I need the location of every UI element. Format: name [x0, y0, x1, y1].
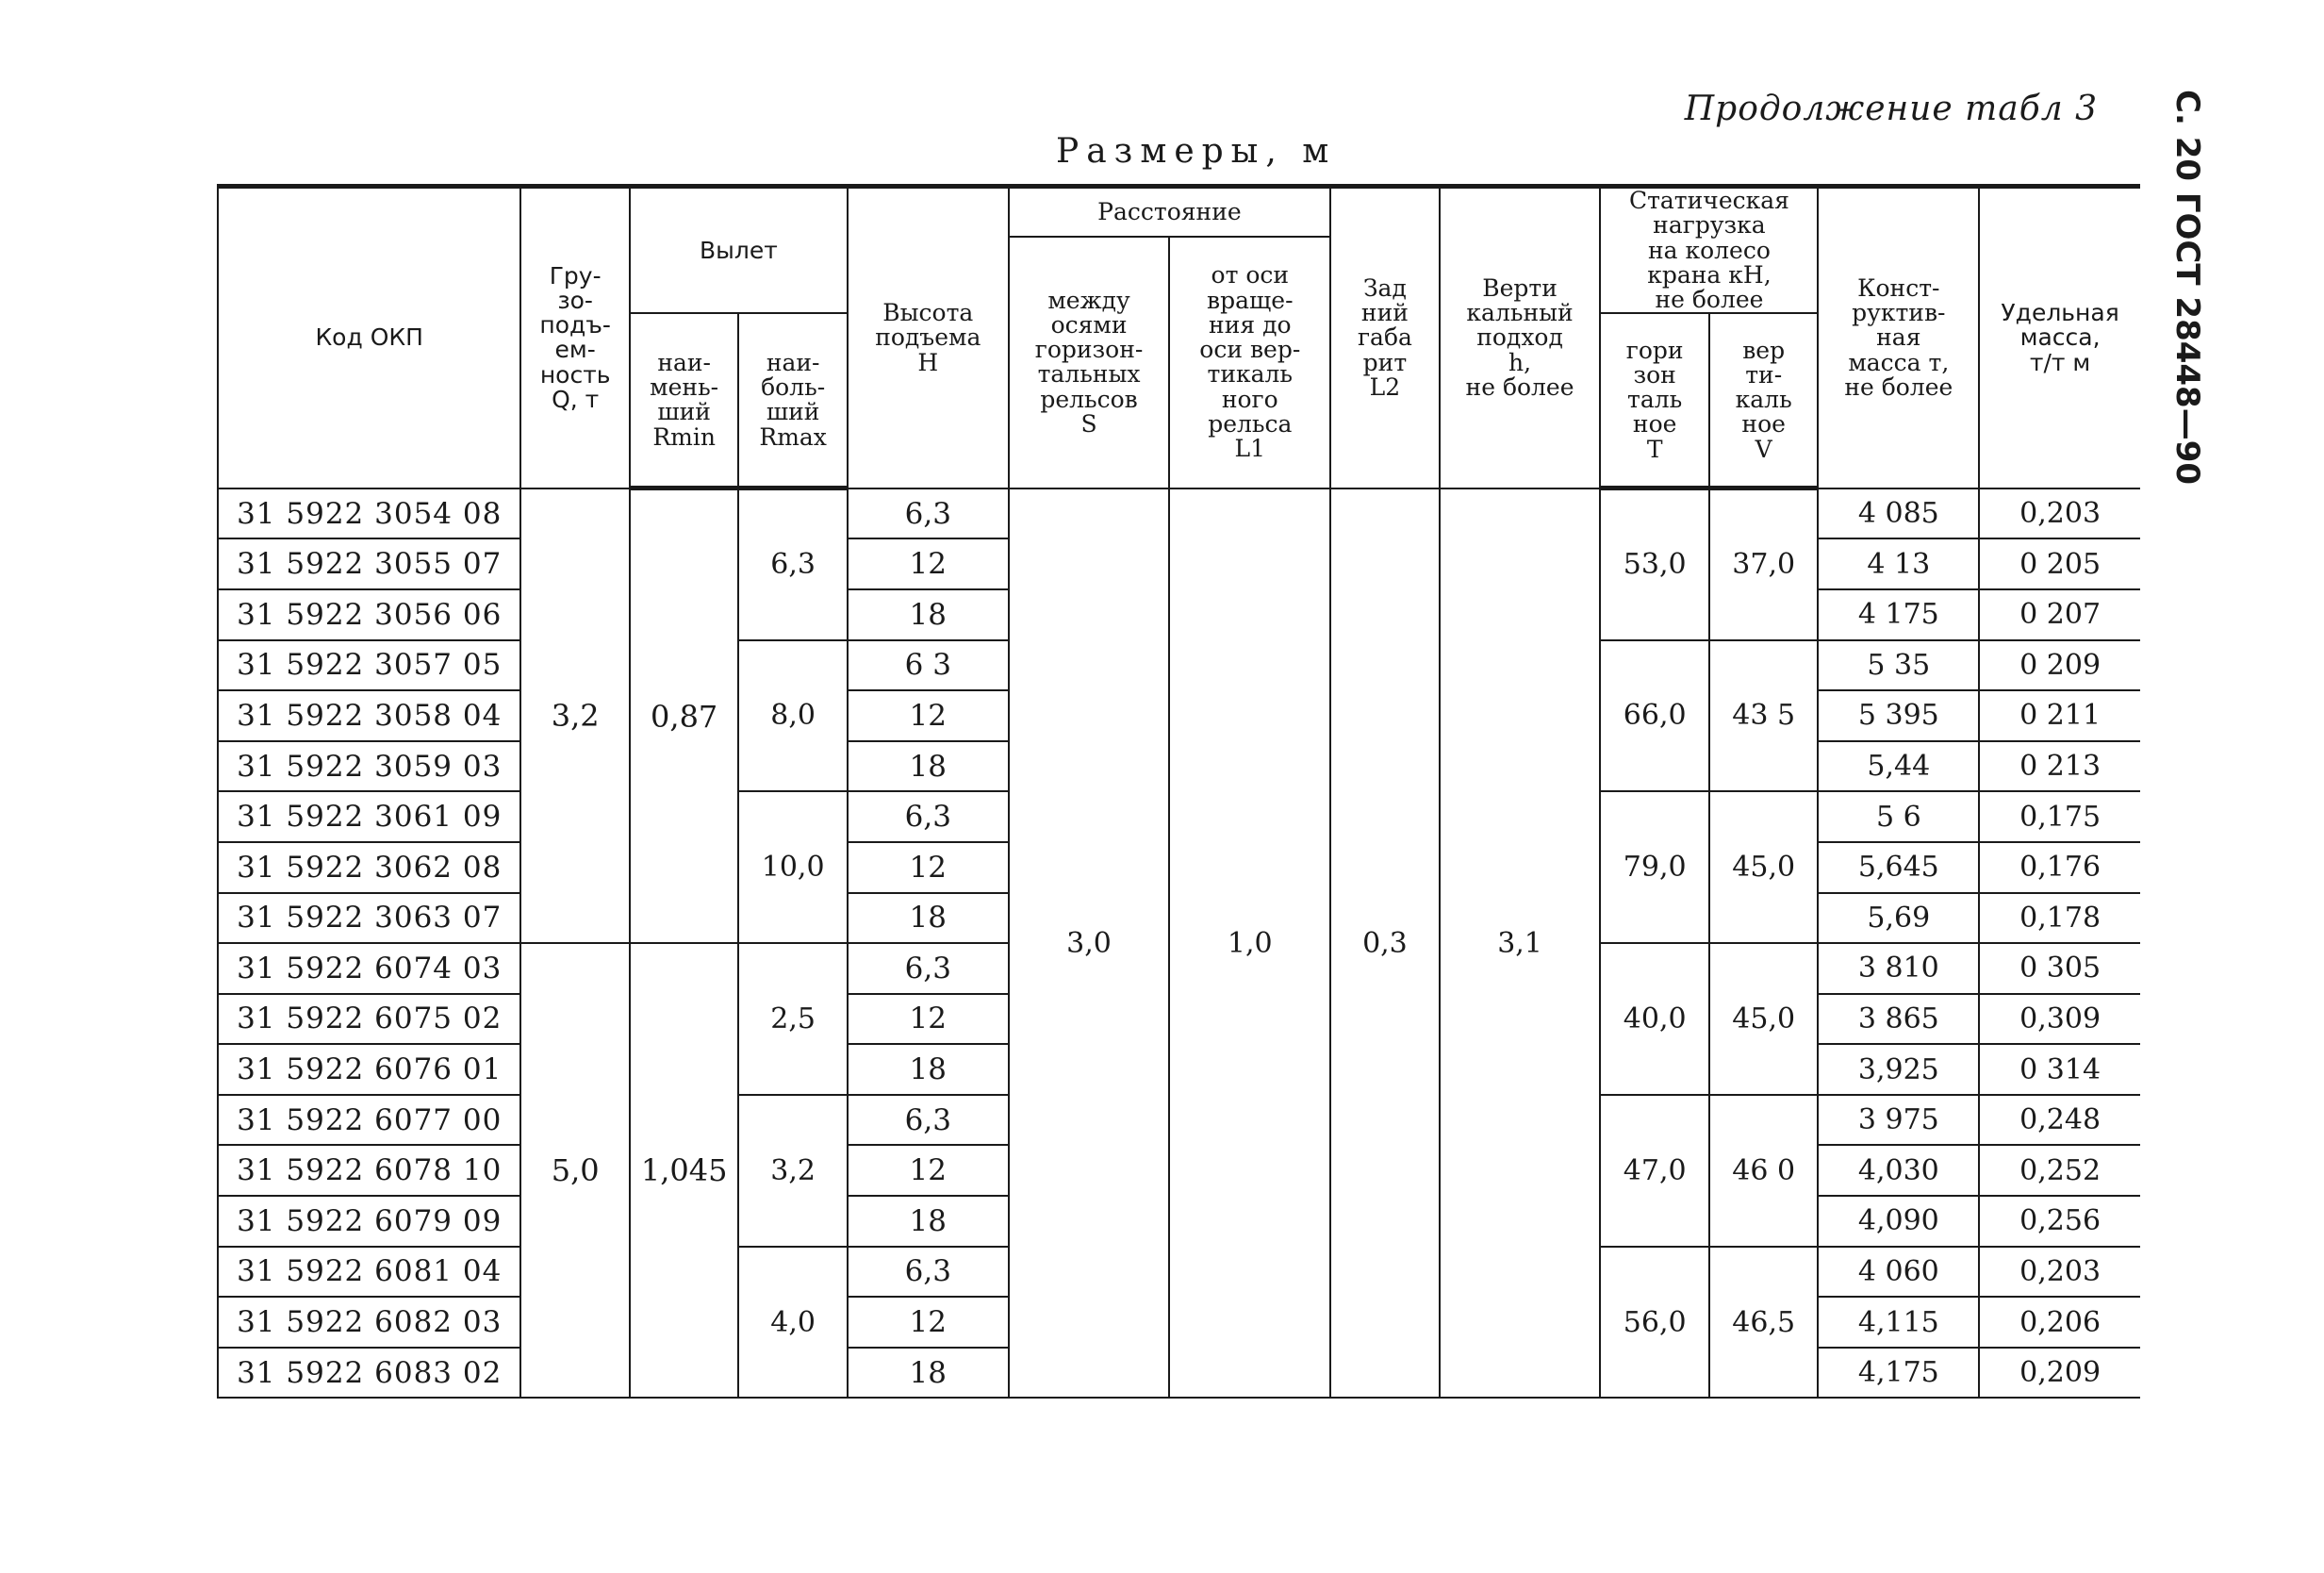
- load-v-cell: 37,0: [1709, 488, 1819, 640]
- dist-axis-cell: 1,0: [1169, 488, 1330, 1399]
- header-capacity: Гру- зо- подъ- ем- ность Q, т: [520, 187, 630, 488]
- height-cell: 18: [848, 1348, 1009, 1399]
- mass-cell: 3 975: [1818, 1095, 1979, 1146]
- load-v-cell: 43 5: [1709, 640, 1819, 792]
- mass-cell: 3 865: [1818, 994, 1979, 1045]
- header-rear: Зад ний габа рит L2: [1330, 187, 1440, 488]
- header-reach-min: наи- мень- ший Rmin: [630, 313, 739, 488]
- reach-min-cell: 1,045: [630, 943, 739, 1398]
- specific-cell: 0,203: [1979, 1247, 2140, 1298]
- header-specific-mass: Удельная масса, т/т м: [1979, 187, 2140, 488]
- height-cell: 18: [848, 741, 1009, 792]
- header-mass: Конст- руктив- ная масса т, не более: [1818, 187, 1979, 488]
- height-cell: 12: [848, 994, 1009, 1045]
- load-h-cell: 53,0: [1600, 488, 1709, 640]
- specific-cell: 0 314: [1979, 1044, 2140, 1095]
- specific-cell: 0,203: [1979, 488, 2140, 539]
- specific-cell: 0 305: [1979, 943, 2140, 994]
- specific-cell: 0 213: [1979, 741, 2140, 792]
- code-cell: 31 5922 3058 04: [218, 690, 520, 741]
- reach-max-cell: 2,5: [738, 943, 848, 1095]
- mass-cell: 4,030: [1818, 1145, 1979, 1196]
- specific-cell: 0 209: [1979, 640, 2140, 691]
- header-dist-axis: от оси враще- ния до оси вер- тикаль ного рельса L1: [1169, 237, 1330, 488]
- code-cell: 31 5922 6074 03: [218, 943, 520, 994]
- code-cell: 31 5922 6079 09: [218, 1196, 520, 1247]
- specific-cell: 0,178: [1979, 893, 2140, 944]
- rear-cell: 0,3: [1330, 488, 1440, 1399]
- header-load-horizontal: гори зон таль ное T: [1600, 313, 1709, 488]
- header-vertical: Верти кальный подход h, не более: [1440, 187, 1601, 488]
- mass-cell: 4 060: [1818, 1247, 1979, 1298]
- mass-cell: 5,645: [1818, 842, 1979, 893]
- height-cell: 12: [848, 842, 1009, 893]
- specific-cell: 0 211: [1979, 690, 2140, 741]
- header-dist-rails: между осями горизон- тальных рельсов S: [1009, 237, 1170, 488]
- reach-max-cell: 6,3: [738, 488, 848, 640]
- height-cell: 18: [848, 589, 1009, 640]
- reach-min-cell: 0,87: [630, 488, 739, 943]
- header-load-vertical: вер ти- каль ное V: [1709, 313, 1819, 488]
- specific-cell: 0,206: [1979, 1297, 2140, 1348]
- height-cell: 6,3: [848, 943, 1009, 994]
- mass-cell: 5 395: [1818, 690, 1979, 741]
- height-cell: 12: [848, 1297, 1009, 1348]
- specific-cell: 0 205: [1979, 538, 2140, 589]
- mass-cell: 4 175: [1818, 589, 1979, 640]
- vertical-cell: 3,1: [1440, 488, 1601, 1399]
- mass-cell: 4,115: [1818, 1297, 1979, 1348]
- header-static-load: Статическая нагрузка на колесо крана кН, не более: [1600, 187, 1818, 314]
- code-cell: 31 5922 6082 03: [218, 1297, 520, 1348]
- header-code: Код ОКП: [218, 187, 520, 488]
- height-cell: 6 3: [848, 640, 1009, 691]
- specific-cell: 0,176: [1979, 842, 2140, 893]
- height-cell: 6,3: [848, 791, 1009, 842]
- table-row: [218, 488, 2140, 539]
- mass-cell: 4,175: [1818, 1348, 1979, 1399]
- code-cell: 31 5922 3061 09: [218, 791, 520, 842]
- code-cell: 31 5922 6078 10: [218, 1145, 520, 1196]
- code-cell: 31 5922 3063 07: [218, 893, 520, 944]
- specific-cell: 0,309: [1979, 994, 2140, 1045]
- load-h-cell: 47,0: [1600, 1095, 1709, 1247]
- mass-cell: 5,69: [1818, 893, 1979, 944]
- reach-max-cell: 4,0: [738, 1247, 848, 1399]
- code-cell: 31 5922 6076 01: [218, 1044, 520, 1095]
- header-height: Высота подъема H: [848, 187, 1009, 488]
- specific-cell: 0,175: [1979, 791, 2140, 842]
- specific-cell: 0,256: [1979, 1196, 2140, 1247]
- mass-cell: 4,090: [1818, 1196, 1979, 1247]
- capacity-cell: 3,2: [520, 488, 630, 943]
- dist-rails-cell: 3,0: [1009, 488, 1170, 1399]
- reach-max-cell: 8,0: [738, 640, 848, 792]
- height-cell: 18: [848, 893, 1009, 944]
- specific-cell: 0,209: [1979, 1348, 2140, 1399]
- header-reach-max: наи- боль- ший Rmax: [738, 313, 848, 488]
- load-h-cell: 40,0: [1600, 943, 1709, 1095]
- load-v-cell: 45,0: [1709, 791, 1819, 943]
- reach-max-cell: 3,2: [738, 1095, 848, 1247]
- header-distance: Расстояние: [1009, 187, 1331, 238]
- mass-cell: 5,44: [1818, 741, 1979, 792]
- header-reach: Вылет: [630, 187, 848, 314]
- mass-cell: 4 085: [1818, 488, 1979, 539]
- continuation-label: Продолжение табл 3: [1684, 90, 2098, 128]
- reach-max-cell: 10,0: [738, 791, 848, 943]
- load-h-cell: 66,0: [1600, 640, 1709, 792]
- mass-cell: 3 810: [1818, 943, 1979, 994]
- height-cell: 18: [848, 1044, 1009, 1095]
- mass-cell: 5 6: [1818, 791, 1979, 842]
- load-v-cell: 46,5: [1709, 1247, 1819, 1399]
- specific-cell: 0,248: [1979, 1095, 2140, 1146]
- mass-cell: 3,925: [1818, 1044, 1979, 1095]
- height-cell: 18: [848, 1196, 1009, 1247]
- side-document-label: С. 20 ГОСТ 28448—90: [2168, 90, 2206, 486]
- height-cell: 12: [848, 690, 1009, 741]
- load-v-cell: 46 0: [1709, 1095, 1819, 1247]
- code-cell: 31 5922 3062 08: [218, 842, 520, 893]
- height-cell: 6,3: [848, 488, 1009, 539]
- code-cell: 31 5922 3055 07: [218, 538, 520, 589]
- specific-cell: 0,252: [1979, 1145, 2140, 1196]
- height-cell: 6,3: [848, 1247, 1009, 1298]
- height-cell: 6,3: [848, 1095, 1009, 1146]
- code-cell: 31 5922 3054 08: [218, 488, 520, 539]
- load-h-cell: 79,0: [1600, 791, 1709, 943]
- code-cell: 31 5922 3056 06: [218, 589, 520, 640]
- code-cell: 31 5922 6081 04: [218, 1247, 520, 1298]
- capacity-cell: 5,0: [520, 943, 630, 1398]
- code-cell: 31 5922 3057 05: [218, 640, 520, 691]
- code-cell: 31 5922 6077 00: [218, 1095, 520, 1146]
- height-cell: 12: [848, 1145, 1009, 1196]
- height-cell: 12: [848, 538, 1009, 589]
- specification-table: [217, 184, 2140, 1399]
- mass-cell: 5 35: [1818, 640, 1979, 691]
- code-cell: 31 5922 3059 03: [218, 741, 520, 792]
- specific-cell: 0 207: [1979, 589, 2140, 640]
- mass-cell: 4 13: [1818, 538, 1979, 589]
- code-cell: 31 5922 6083 02: [218, 1348, 520, 1399]
- load-v-cell: 45,0: [1709, 943, 1819, 1095]
- dimensions-title: Размеры, м: [1056, 132, 1337, 171]
- load-h-cell: 56,0: [1600, 1247, 1709, 1399]
- code-cell: 31 5922 6075 02: [218, 994, 520, 1045]
